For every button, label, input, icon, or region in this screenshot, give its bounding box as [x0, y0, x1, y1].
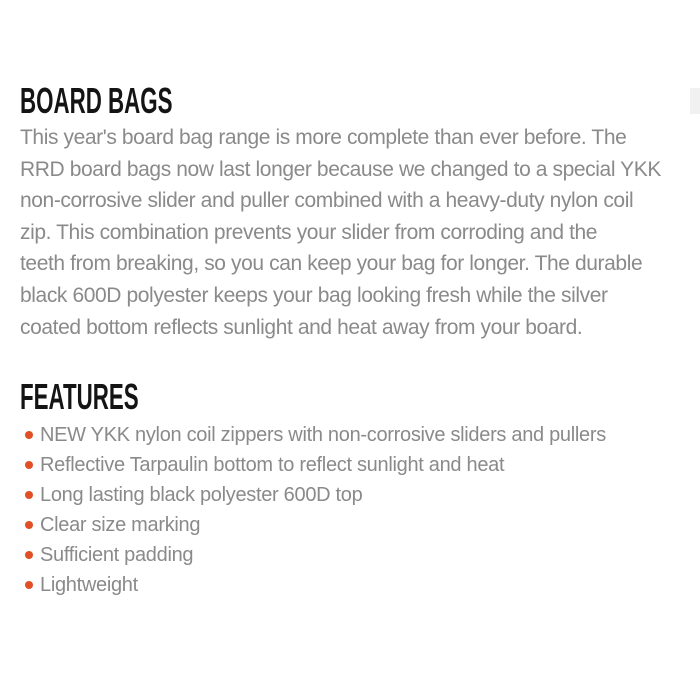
bullet-icon	[25, 431, 33, 439]
bullet-icon	[25, 521, 33, 529]
feature-text: Clear size marking	[40, 514, 201, 536]
description-line: RRD board bags now last longer because we changed to a special YKK	[20, 157, 661, 181]
feature-text: Long lasting black polyester 600D top	[40, 484, 363, 506]
list-item	[20, 420, 680, 450]
list-item	[20, 540, 680, 570]
right-edge-artifact	[690, 88, 700, 114]
description-line: coated bottom reflects sunlight and heat away from your board.	[20, 315, 583, 339]
feature-text: Reflective Tarpaulin bottom to reflect sunlight and heat	[40, 454, 505, 476]
feature-text: NEW YKK nylon coil zippers with non-corrosive sliders and pullers	[40, 424, 606, 446]
list-item	[20, 480, 680, 510]
features-heading: FEATURES	[20, 376, 139, 417]
bullet-icon	[25, 491, 33, 499]
list-item	[20, 510, 680, 540]
board-bags-heading: BOARD BAGS	[20, 80, 173, 121]
bullet-icon	[25, 551, 33, 559]
description-line: black 600D polyester keeps your bag looking fresh while the silver	[20, 283, 608, 307]
description-line: zip. This combination prevents your slider from corroding and the	[20, 220, 598, 244]
feature-text: Sufficient padding	[40, 544, 194, 566]
feature-text: Lightweight	[40, 574, 138, 596]
description-line: This year's board bag range is more complete than ever before. The	[20, 126, 627, 149]
description-paragraph	[20, 122, 692, 343]
description-line: teeth from breaking, so you can keep your bag for longer. The durable	[20, 252, 643, 276]
bullet-icon	[25, 461, 33, 469]
bullet-icon	[25, 581, 33, 589]
list-item	[20, 570, 680, 600]
features-list	[20, 420, 680, 600]
list-item	[20, 450, 680, 480]
description-line: non-corrosive slider and puller combined with a heavy-duty nylon coil	[20, 189, 634, 213]
